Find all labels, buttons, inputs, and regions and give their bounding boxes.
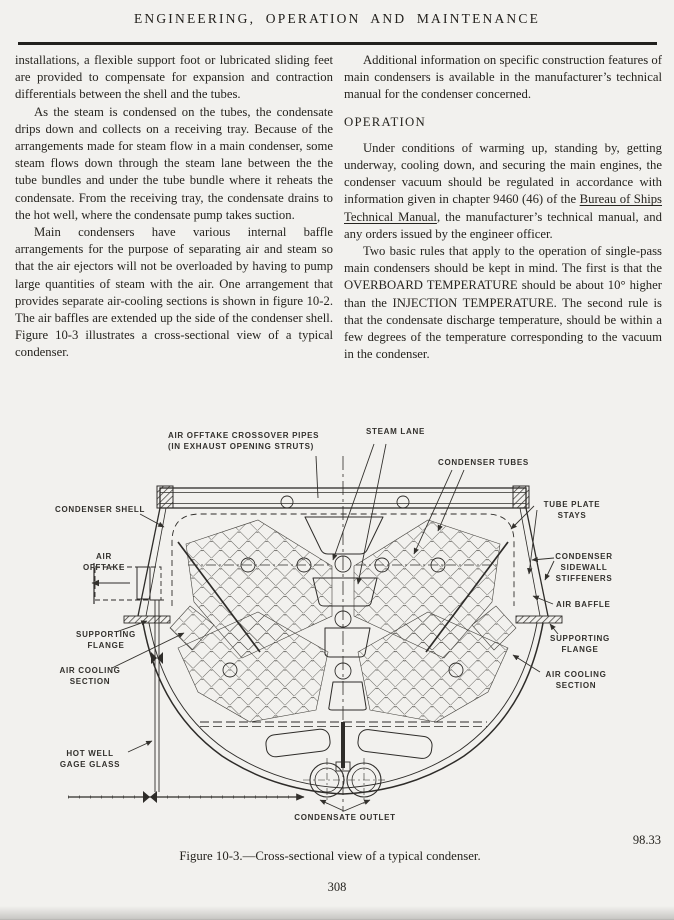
paragraph: Two basic rules that apply to the operation of single-pass main condensers should be kept in mind. The first is that the OVERBOARD TEMPERATURE should be about 10° higher than the INJECTION TEMPERATURE. The second rule is that the condensate discharge temperature, should be within a few degrees of the temperature corresponding to the vacuum in the condenser. [344, 244, 662, 362]
paragraph: installations, a flexible support foot or lubricated sliding feet are provided to compensate for expansion and contraction differentials between the shell and the tubes. [15, 53, 333, 102]
text-columns [15, 52, 662, 363]
label-air-cooling-right: AIR COOLING SECTION [545, 670, 607, 690]
paragraph: Additional information on specific construction features of main condensers is available in the manufacturer’s technical manual for the condenser concerned. [344, 53, 662, 102]
right-column [344, 52, 662, 363]
label-tube-plate-stays: TUBE PLATE STAYS [543, 500, 601, 520]
label-condenser-shell: CONDENSER SHELL [55, 505, 146, 514]
label-condensate-outlet: CONDENSATE OUTLET [294, 813, 396, 822]
label-air-baffle: AIR BAFFLE [556, 600, 611, 609]
figure-caption: Figure 10-3.—Cross-sectional view of a typical condenser. [179, 849, 481, 863]
hot-well [200, 722, 487, 804]
paragraph: Main condensers have various internal baffle arrangements for the purpose of separating air and steam so that the air ejectors will not be overloaded by having to pump large quantities of steam with the air. One arrangement that provides separate air-cooling sections is shown in figure 10-2. The air baffles are extended up the side of the condenser shell. Figure 10-3 illustrates a cross-sectional view of a typical condenser. [15, 225, 333, 360]
label-condenser-sidewall-stiffeners: CONDENSER SIDEWALL STIFFENERS [555, 552, 613, 583]
paragraph-text: Under conditions of warming up, standing by, getting underway, cooling down, and securing the main engines, the condenser vacuum should be regulated in accordance with information given in chapter 9460 (46) of the [344, 140, 662, 207]
scan-edge-shadow [0, 906, 674, 920]
paragraph [344, 140, 662, 243]
paragraph: As the steam is condensed on the tubes, the condensate drips down and collects on a receiving tray. Because of the arrangements made for steam flow in a main condenser, some steam flows down through the steam lane between the the tube bundles and under the tube bundle where it reheats the condensate. From the receiving tray, the condensate drains to the hot well, where the condensate pump takes suction. [15, 104, 333, 222]
condenser-figure [0, 420, 674, 852]
section-heading: OPERATION [344, 114, 426, 129]
label-air-offtake-crossover: AIR OFFTAKE CROSSOVER PIPES (IN EXHAUST OPENING STRUTS) [168, 431, 320, 451]
label-air-offtake: AIR OFFTAKE [82, 552, 126, 572]
underlined-title: Bureau of Ships Technical Manual [344, 192, 662, 224]
page-header: ENGINEERING, OPERATION AND MAINTENANCE [133, 11, 541, 26]
label-condenser-tubes: CONDENSER TUBES [438, 458, 529, 467]
label-steam-lane: STEAM LANE [366, 427, 425, 436]
header-rule [18, 42, 657, 45]
left-column [15, 52, 333, 363]
label-supporting-flange-right: SUPPORTING FLANGE [550, 634, 610, 654]
label-air-cooling-left: AIR COOLING SECTION [59, 666, 121, 686]
label-hot-well-gage-glass: HOT WELL GAGE GLASS [59, 749, 121, 769]
page-number: 308 [327, 880, 347, 894]
figure-reference-number: 98.33 [632, 833, 661, 847]
label-supporting-flange-left: SUPPORTING FLANGE [76, 630, 136, 650]
paragraph-text: , the manufacturer’s technical manual, and any orders issued by the engineer officer. [344, 209, 662, 241]
